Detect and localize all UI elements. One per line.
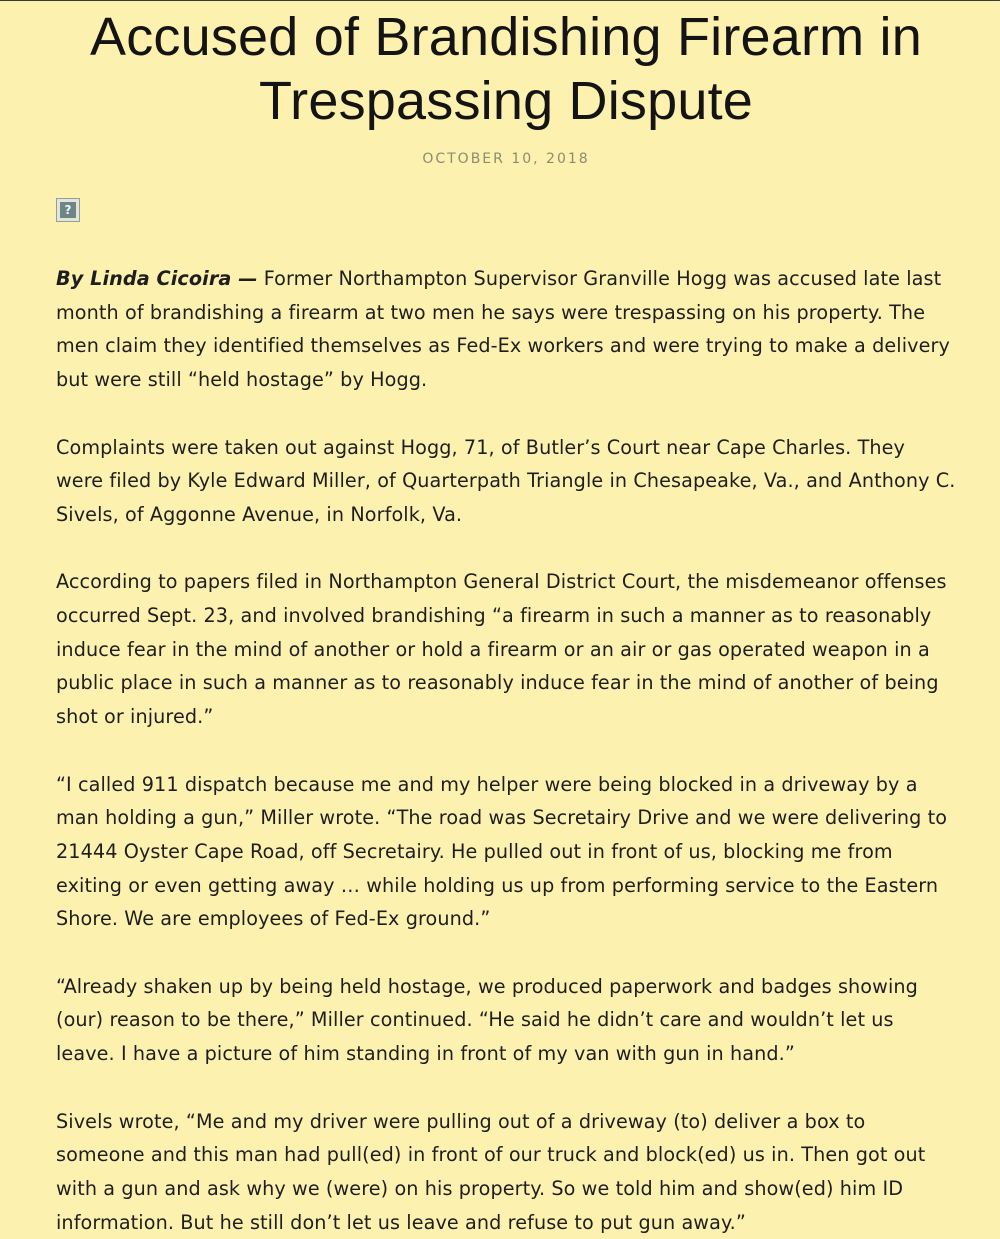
broken-image-icon[interactable] bbox=[56, 198, 80, 222]
byline: By Linda Cicoira — bbox=[56, 267, 258, 290]
article-title: Accused of Brandishing Firearm in Trespassing Dispute bbox=[56, 5, 956, 133]
article-date: OCTOBER 10, 2018 bbox=[56, 151, 956, 167]
lead-text: Former Northampton Supervisor Granville Hogg was accused late last month of brandishing a firearm at two men he says were trespassing on his property. The men claim they identified themselves as Fed-Ex workers and were trying to make a delivery but were still “held hostage” by Hogg. bbox=[56, 267, 950, 391]
paragraph-sivels-quote: Sivels wrote, “Me and my driver were pulling out of a driveway (to) deliver a box to someone and this man had pull(ed) in front of our truck and block(ed) us in. Then got out with a gun and ask why we (were) on his property. So we told him and show(ed) him ID information. But he still don’t let us leave and refuse to put gun away.” bbox=[56, 1105, 956, 1239]
article-body bbox=[56, 262, 956, 1239]
paragraph-miller-quote: “I called 911 dispatch because me and my helper were being blocked in a driveway by a man holding a gun,” Miller wrote. “The road was Secretairy Drive and we were delivering to 21444 Oyster Cape Road, off Secretairy. He pulled out in front of us, blocking me from exiting or even getting away … while holding us up from performing service to the Eastern Shore. We are employees of Fed-Ex ground.” bbox=[56, 768, 956, 937]
article bbox=[0, 5, 1000, 1239]
paragraph-miller-continued: “Already shaken up by being held hostage, we produced paperwork and badges showing (our) reason to be there,” Miller continued. “He said he didn’t care and wouldn’t let us leave. I have a picture of him standing in front of my van with gun in hand.” bbox=[56, 970, 956, 1071]
question-mark-icon: ? bbox=[60, 202, 76, 218]
paragraph-complaints: Complaints were taken out against Hogg, 71, of Butler’s Court near Cape Charles. They were filed by Kyle Edward Miller, of Quarterpath Triangle in Chesapeake, Va., and Anthony C. Sivels, of Aggonne Avenue, in Norfolk, Va. bbox=[56, 431, 956, 532]
paragraph-court-papers: According to papers filed in Northampton General District Court, the misdemeanor offenses occurred Sept. 23, and involved brandishing “a firearm in such a manner as to reasonably induce fear in the mind of another or hold a firearm or an air or gas operated weapon in a public place in such a manner as to reasonably induce fear in the mind of another of being shot or injured.” bbox=[56, 565, 956, 734]
lead-paragraph bbox=[56, 262, 956, 397]
